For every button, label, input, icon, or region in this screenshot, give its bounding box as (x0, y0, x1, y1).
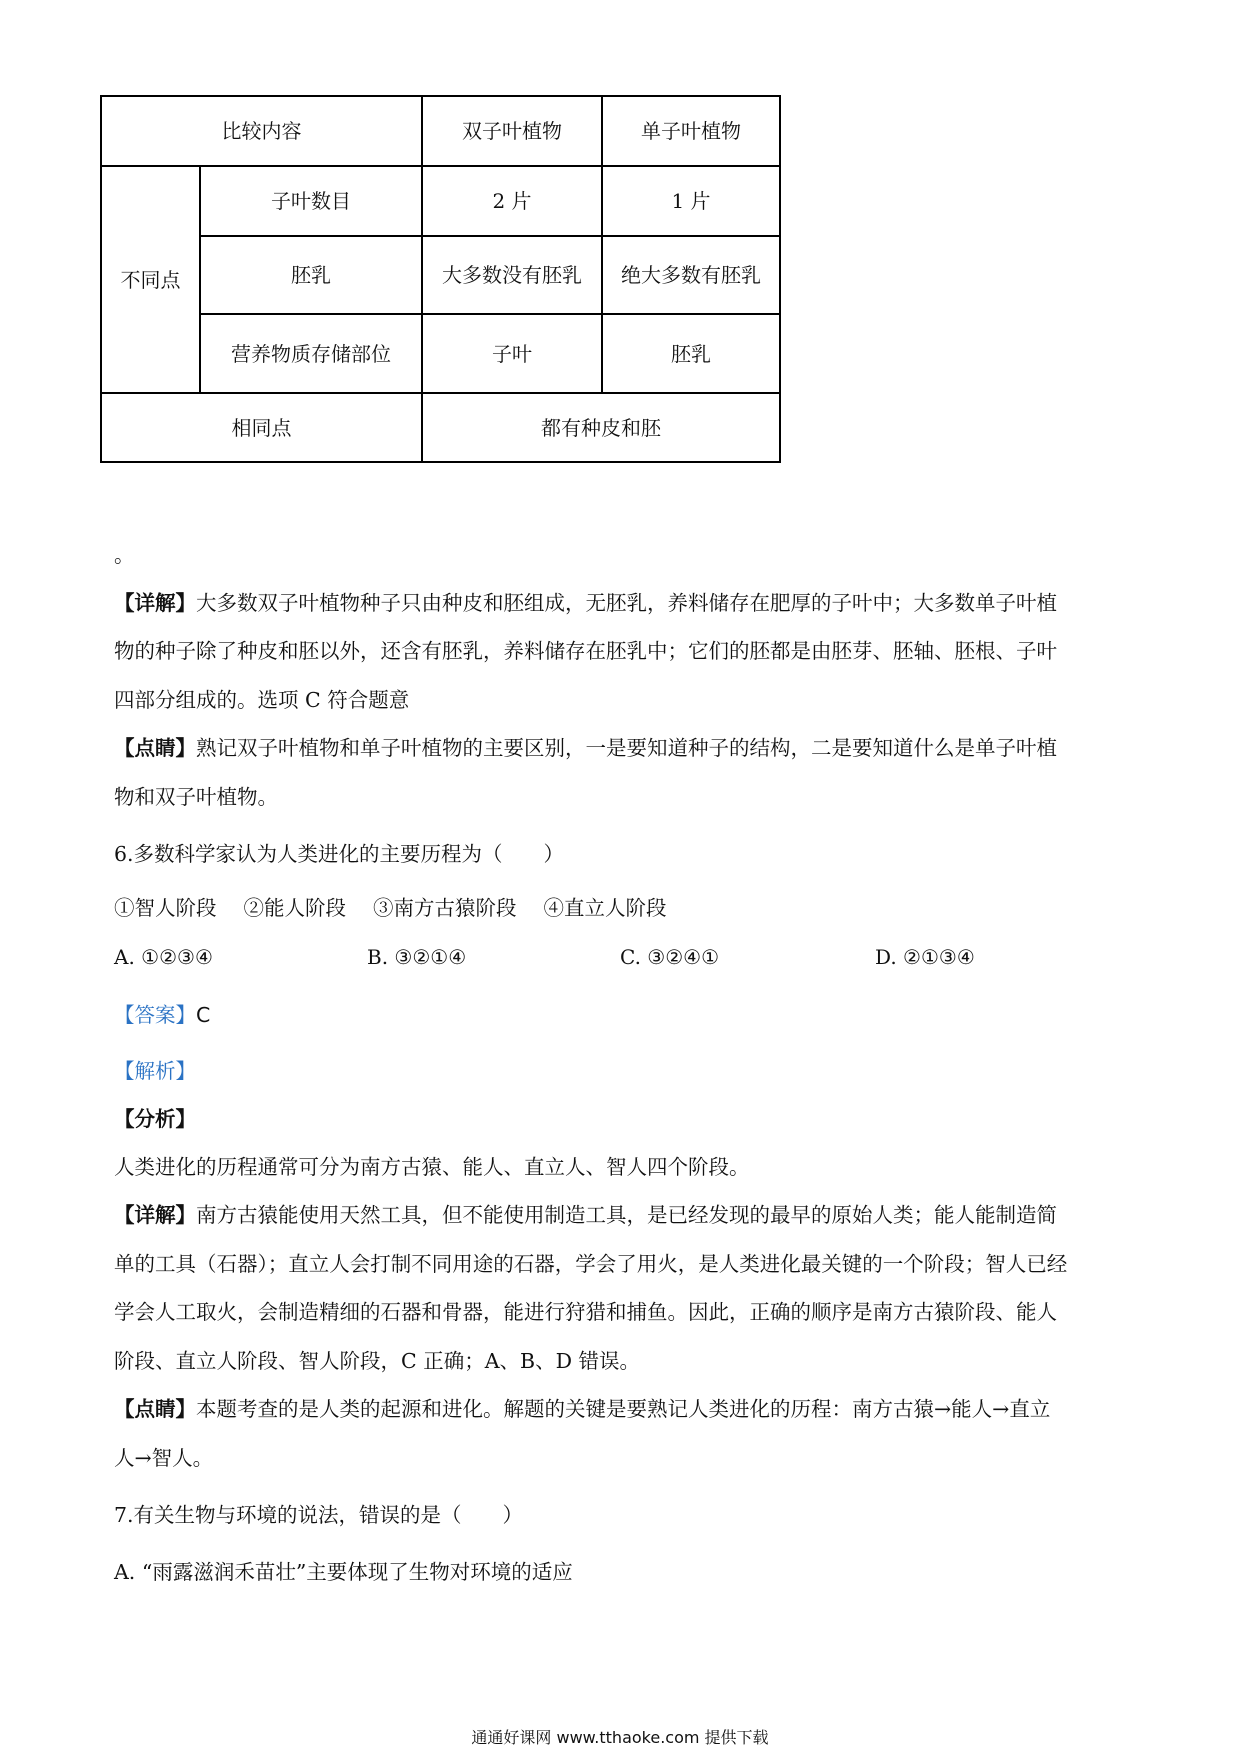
same-value: 都有种皮和胚 (422, 393, 780, 462)
q5-tip-line (114, 733, 1057, 763)
row-dicot: 大多数没有胚乳 (422, 236, 602, 314)
tip-tag: 【点睛】 (114, 736, 196, 760)
header-dicot: 双子叶植物 (422, 96, 602, 166)
q6-stages: ①智人阶段 ②能人阶段 ③南方古猿阶段 ④直立人阶段 (114, 896, 667, 920)
q6-option-d: D. ②①③④ (875, 945, 975, 969)
table-row (101, 166, 780, 236)
q6-detail-line: 学会人工取火，会制造精细的石器和骨器，能进行狩猎和捕鱼。因此，正确的顺序是南方古猿阶段、能人 (114, 1300, 1057, 1324)
text-span: 大多数双子叶植物种子只由种皮和胚组成，无胚乳，养料储存在肥厚的子叶中；大多数单子叶植 (196, 591, 1057, 615)
q5-tip-line: 物和双子叶植物。 (114, 785, 278, 809)
q6-detail-line: 阶段、直立人阶段、智人阶段，C 正确；A、B、D 错误。 (114, 1349, 641, 1373)
text-span: 本题考查的是人类的起源和进化。解题的关键是要熟记人类进化的历程：南方古猿→能人→直立 (196, 1397, 1051, 1421)
analysis-tag: 【解析】 (114, 1059, 196, 1083)
fenxi-text: 人类进化的历程通常可分为南方古猿、能人、直立人、智人四个阶段。 (114, 1155, 750, 1179)
page-footer: 通通好课网 www.tthaoke.com 提供下载 (471, 1728, 769, 1747)
table-header-row (101, 96, 780, 166)
diff-label: 不同点 (101, 166, 200, 393)
header-monocot: 单子叶植物 (602, 96, 780, 166)
detail-tag: 【详解】 (114, 1203, 196, 1227)
fenxi-tag: 【分析】 (114, 1107, 196, 1131)
row-item: 营养物质存储部位 (200, 314, 422, 393)
table-same-row (101, 393, 780, 462)
q6-detail-line: 单的工具（石器）；直立人会打制不同用途的石器，学会了用火，是人类进化最关键的一个阶段；智人已经 (114, 1252, 1068, 1276)
q5-detail-line: 物的种子除了种皮和胚以外，还含有胚乳，养料储存在胚乳中；它们的胚都是由胚芽、胚轴、胚根、子叶 (114, 639, 1057, 663)
q6-detail-line (114, 1200, 1057, 1230)
q7-option-a: A. “雨露滋润禾苗壮”主要体现了生物对环境的适应 (114, 1560, 573, 1584)
row-item: 胚乳 (200, 236, 422, 314)
q6-option-c: C. ③②④① (620, 945, 720, 969)
q7-question: 7.有关生物与环境的说法，错误的是（ ） (114, 1503, 524, 1527)
q5-detail-line: 四部分组成的。选项 C 符合题意 (114, 688, 410, 712)
detail-tag: 【详解】 (114, 591, 196, 615)
text-span: 南方古猿能使用天然工具，但不能使用制造工具，是已经发现的最早的原始人类；能人能制造简 (196, 1203, 1057, 1227)
answer-tag: 【答案】 (114, 1003, 196, 1027)
row-monocot: 胚乳 (602, 314, 780, 393)
row-dicot: 2 片 (422, 166, 602, 236)
answer-value: C (196, 1003, 211, 1027)
table-row (101, 314, 780, 393)
row-dicot: 子叶 (422, 314, 602, 393)
q6-answer (114, 1000, 210, 1030)
row-monocot: 1 片 (602, 166, 780, 236)
q6-question: 6.多数科学家认为人类进化的主要历程为（ ） (114, 842, 565, 866)
row-monocot: 绝大多数有胚乳 (602, 236, 780, 314)
same-label: 相同点 (101, 393, 422, 462)
text-span: 熟记双子叶植物和单子叶植物的主要区别，一是要知道种子的结构，二是要知道什么是单子叶植 (196, 736, 1057, 760)
q6-option-a: A. ①②③④ (114, 945, 213, 969)
tip-tag: 【点睛】 (114, 1397, 196, 1421)
period-mark: 。 (114, 543, 135, 567)
q6-option-b: B. ③②①④ (367, 945, 467, 969)
row-item: 子叶数目 (200, 166, 422, 236)
q5-detail-line (114, 588, 1057, 618)
q6-tip-line: 人→智人。 (114, 1446, 214, 1470)
table-row (101, 236, 780, 314)
q6-tip-line (114, 1394, 1050, 1424)
comparison-table (100, 95, 781, 463)
header-compare: 比较内容 (101, 96, 422, 166)
